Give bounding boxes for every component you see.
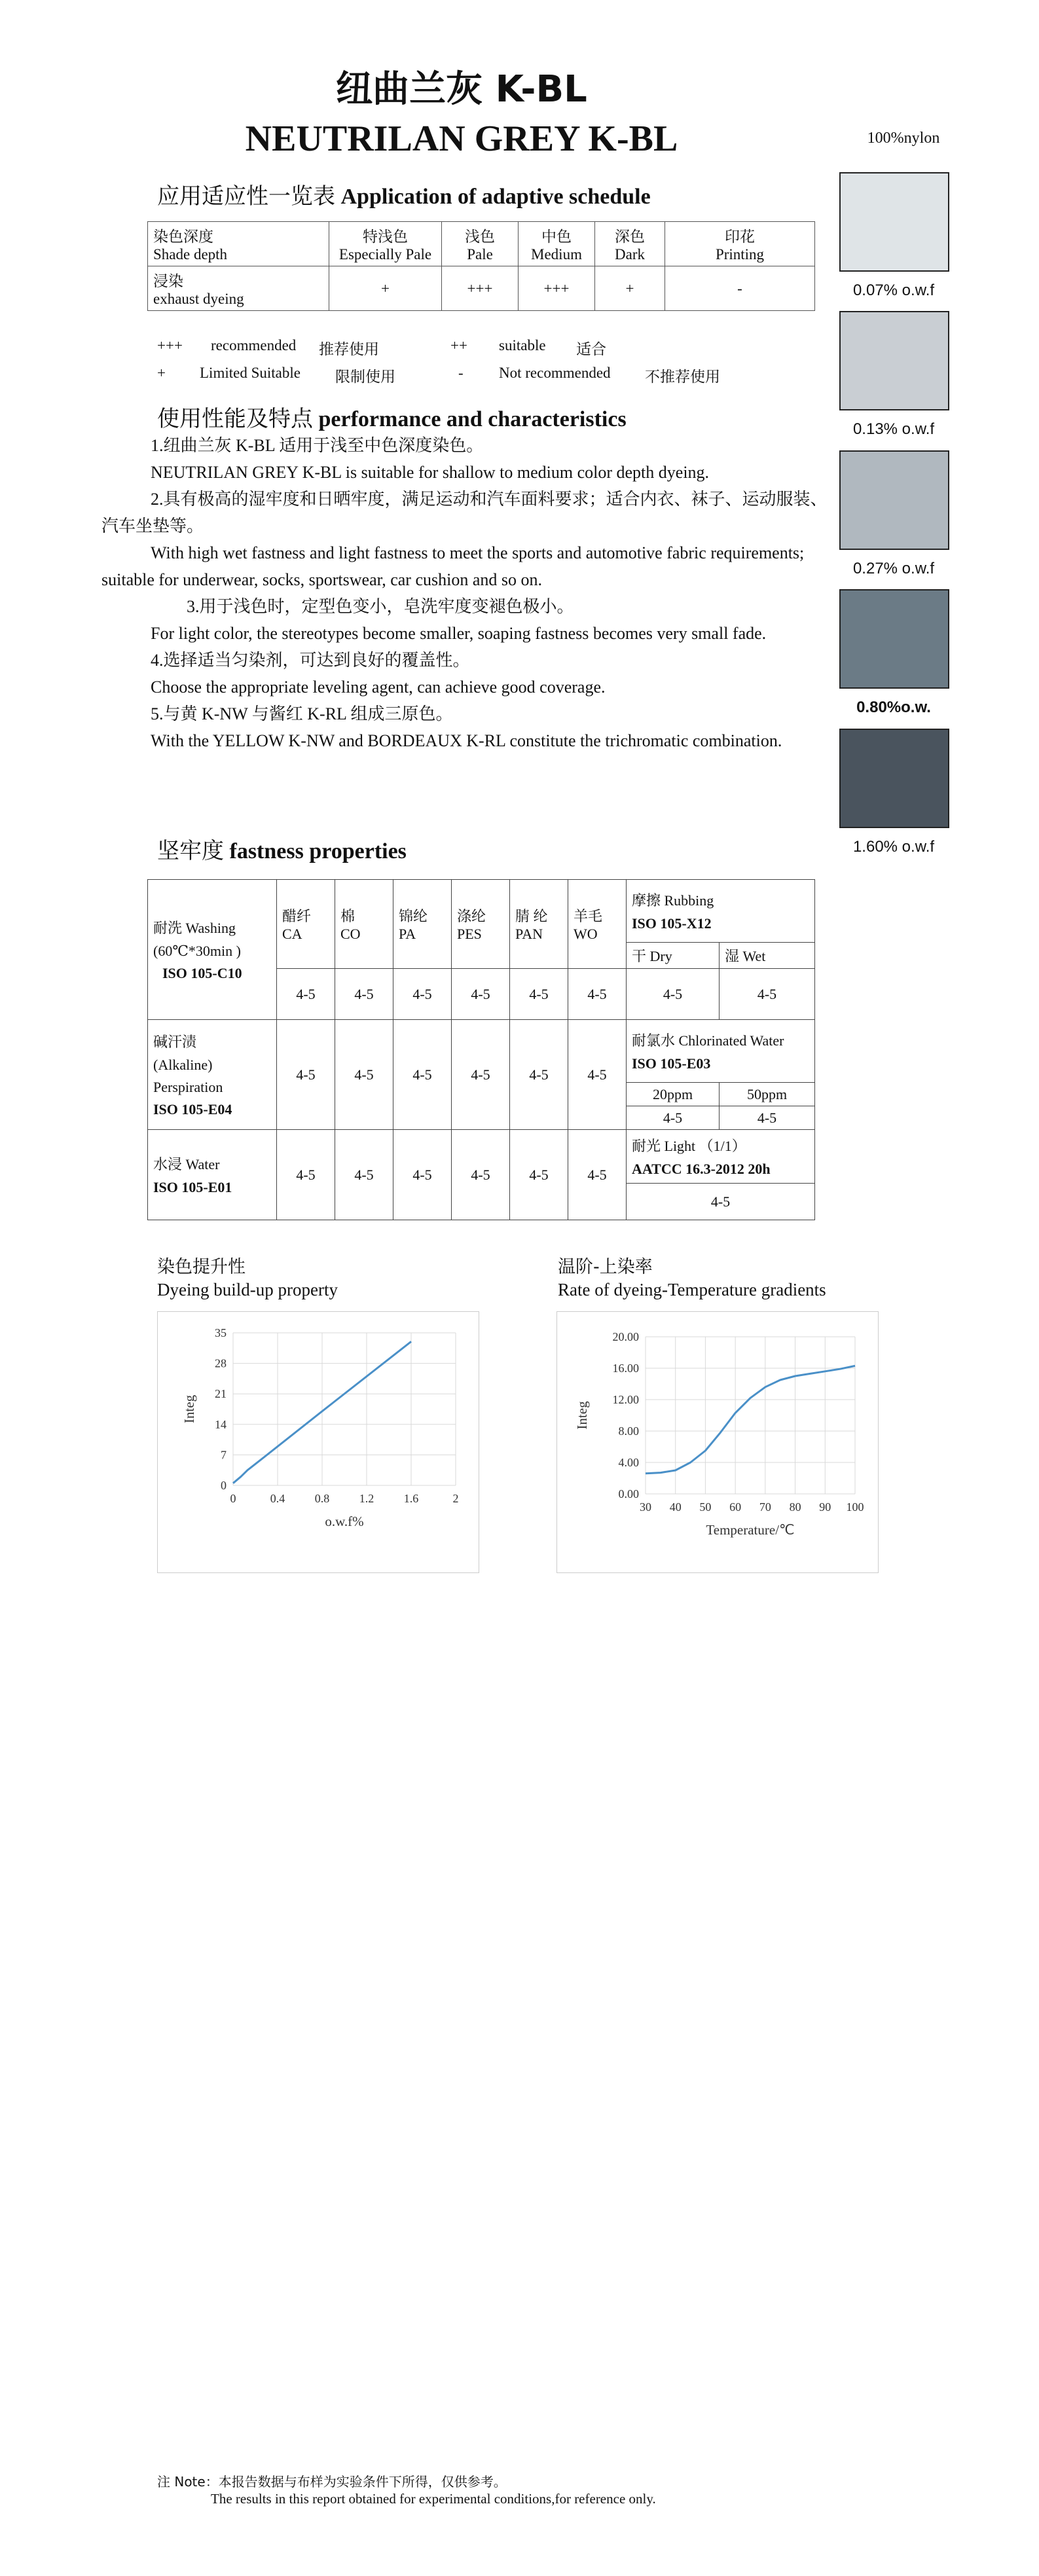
note-cn: 注 Note：本报告数据与布样为实验条件下所得，仅供参考。 (157, 2474, 507, 2490)
x-tick-label: 100 (846, 1500, 864, 1514)
x-tick-label: 1.2 (359, 1492, 374, 1505)
chlorinated-header: 耐氯水 Chlorinated Water ISO 105-E03 (627, 1020, 815, 1083)
performance-text (101, 432, 831, 754)
fiber-pes: 涤纶 PES (452, 880, 510, 969)
washing-label-cell: 耐洗 Washing (60℃*30min ) ISO 105-C10 (148, 880, 277, 1020)
fiber-ca: 醋纤 CA (277, 880, 335, 969)
para-6: For light color, the stereotypes become smaller, soaping fastness becomes very small fade. (151, 624, 767, 643)
light-header: 耐光 Light （1/1） AATCC 16.3-2012 20h (627, 1130, 815, 1184)
swatch-4 (839, 589, 949, 689)
page-title-en: NEUTRILAN GREY K-BL (245, 118, 678, 159)
x-tick-label: 0.8 (314, 1492, 330, 1505)
table-cell: 4-5 (568, 1020, 627, 1130)
fastness-heading: 坚牢度 fastness properties (157, 838, 407, 864)
y-tick-label: 35 (215, 1326, 227, 1339)
rubbing-dry-label: 干 Dry (627, 943, 720, 969)
fastness-table (147, 879, 815, 1220)
schedule-table (147, 221, 815, 311)
table-row (148, 222, 815, 266)
x-axis-label: o.w.f% (325, 1514, 364, 1529)
table-cell: 浅色 Pale (442, 222, 519, 266)
swatch-label-1: 0.07% o.w.f (852, 281, 935, 299)
y-tick-label: 16.00 (612, 1362, 639, 1375)
chart1-title-cn: 染色提升性 (157, 1257, 246, 1277)
table-cell: 特浅色 Especially Pale (329, 222, 442, 266)
para-9: 5.与黄 K-NW 与酱红 K-RL 组成三原色。 (151, 704, 453, 723)
table-cell: +++ (442, 266, 519, 311)
table-cell: 浸染 exhaust dyeing (148, 266, 329, 311)
y-tick-label: 0.00 (618, 1487, 639, 1500)
table-cell: 4-5 (277, 1020, 335, 1130)
x-tick-label: 50 (699, 1500, 712, 1514)
x-tick-label: 70 (759, 1500, 771, 1514)
para-7: 4.选择适当匀染剂，可达到良好的覆盖性。 (151, 651, 470, 670)
swatch-3 (839, 450, 949, 550)
para-8: Choose the appropriate leveling agent, can achieve good coverage. (151, 678, 606, 697)
page-title-cn: 纽曲兰灰 K-BL (336, 68, 587, 111)
x-tick-label: 40 (669, 1500, 682, 1514)
table-cell: 50ppm (720, 1083, 815, 1106)
temperature-chart (556, 1311, 879, 1573)
table-cell: 中色 Medium (519, 222, 595, 266)
x-tick-label: 2 (452, 1492, 459, 1505)
x-tick-label: 30 (640, 1500, 651, 1514)
table-cell: - (665, 266, 815, 311)
table-cell: 4-5 (452, 1130, 510, 1220)
chart1-title: Dyeing build-up property (157, 1280, 338, 1299)
para-3: 2.具有极高的湿牢度和日晒牢度，满足运动和汽车面料要求；适合内衣、袜子、运动服装、汽车坐垫等。 (101, 490, 828, 535)
table-cell: 4-5 (335, 1130, 393, 1220)
table-cell: + (595, 266, 665, 311)
water-label-cell: 水浸 Water ISO 105-E01 (148, 1130, 277, 1220)
table-cell: + (329, 266, 442, 311)
table-cell: 20ppm (627, 1083, 720, 1106)
table-cell: 4-5 (452, 969, 510, 1020)
fiber-pa: 锦纶 PA (393, 880, 452, 969)
table-cell: 4-5 (568, 969, 627, 1020)
temperature-chart-svg (557, 1312, 878, 1572)
y-tick-label: 21 (215, 1387, 227, 1401)
y-tick-label: 7 (221, 1448, 227, 1462)
table-row (148, 1020, 815, 1083)
para-4: With high wet fastness and light fastness to meet the sports and automotive fabric requirements; suitable for underwear, socks, sportswear, car cushion and so on. (101, 543, 805, 589)
swatch-2 (839, 311, 949, 410)
swatch-label-4: 0.80%o.w. (856, 698, 931, 716)
table-row (148, 880, 815, 943)
table-cell: 4-5 (510, 969, 568, 1020)
schedule-heading: 应用适应性一览表 Application of adaptive schedule (157, 183, 651, 209)
y-tick-label: 28 (215, 1356, 227, 1370)
table-cell: 4-5 (627, 1184, 815, 1220)
x-tick-label: 0.4 (270, 1492, 285, 1505)
buildup-chart (157, 1311, 479, 1573)
table-cell: 4-5 (510, 1020, 568, 1130)
table-cell: 4-5 (452, 1020, 510, 1130)
x-tick-label: 0 (230, 1492, 236, 1505)
swatch-5 (839, 729, 949, 828)
table-cell: 4-5 (720, 1106, 815, 1130)
y-tick-label: 20.00 (612, 1330, 639, 1343)
table-row (148, 266, 815, 311)
table-cell: 4-5 (277, 1130, 335, 1220)
table-cell: 4-5 (393, 1020, 452, 1130)
performance-heading: 使用性能及特点 performance and characteristics (157, 406, 627, 432)
rubbing-header: 摩擦 Rubbing ISO 105-X12 (627, 880, 815, 943)
table-cell: 染色深度 Shade depth (148, 222, 329, 266)
table-cell: 4-5 (627, 969, 720, 1020)
swatch-label-3: 0.27% o.w.f (852, 560, 935, 577)
fiber-pan: 腈 纶 PAN (510, 880, 568, 969)
table-cell: 4-5 (393, 1130, 452, 1220)
y-tick-label: 8.00 (618, 1424, 639, 1438)
x-tick-label: 80 (789, 1500, 801, 1514)
note-en: The results in this report obtained for experimental conditions,for reference only. (211, 2491, 656, 2507)
fiber-co: 棉 CO (335, 880, 393, 969)
chart2-title-cn: 温阶-上染率 (558, 1257, 653, 1277)
x-tick-label: 60 (729, 1500, 742, 1514)
table-cell: 4-5 (277, 969, 335, 1020)
y-axis-label: Integ (574, 1401, 590, 1430)
swatch-label-2: 0.13% o.w.f (852, 420, 935, 438)
x-axis-label: Temperature/℃ (706, 1522, 795, 1538)
y-tick-label: 4.00 (618, 1456, 639, 1469)
table-cell: 4-5 (393, 969, 452, 1020)
table-cell: 4-5 (627, 1106, 720, 1130)
chart2-title: Rate of dyeing-Temperature gradients (558, 1280, 826, 1299)
swatch-1 (839, 172, 949, 272)
y-tick-label: 0 (221, 1479, 227, 1492)
para-10: With the YELLOW K-NW and BORDEAUX K-RL constitute the trichromatic combination. (151, 731, 782, 750)
x-tick-label: 1.6 (403, 1492, 419, 1505)
y-tick-label: 14 (215, 1417, 227, 1431)
table-cell: 4-5 (720, 969, 815, 1020)
fiber-wo: 羊毛 WO (568, 880, 627, 969)
y-tick-label: 12.00 (612, 1393, 639, 1406)
rubbing-wet-label: 湿 Wet (720, 943, 815, 969)
table-cell: +++ (519, 266, 595, 311)
x-tick-label: 90 (819, 1500, 831, 1514)
perspiration-label-cell: 碱汗渍 (Alkaline) Perspiration ISO 105-E04 (148, 1020, 277, 1130)
table-row (148, 1130, 815, 1184)
table-cell: 4-5 (510, 1130, 568, 1220)
swatch-label-5: 1.60% o.w.f (852, 838, 935, 856)
table-cell: 深色 Dark (595, 222, 665, 266)
table-cell: 4-5 (568, 1130, 627, 1220)
table-cell: 4-5 (335, 969, 393, 1020)
buildup-chart-svg (158, 1312, 479, 1572)
swatch-header: 100%nylon (867, 130, 940, 147)
y-axis-label: Integ (181, 1394, 197, 1424)
table-cell: 印花 Printing (665, 222, 815, 266)
para-2: NEUTRILAN GREY K-BL is suitable for shallow to medium color depth dyeing. (151, 463, 710, 482)
table-cell: 4-5 (335, 1020, 393, 1130)
para-5: 3.用于浅色时，定型色变小，皂洗牢度变褪色极小。 (187, 597, 574, 616)
para-1: 1.纽曲兰灰 K-BL 适用于浅至中色深度染色。 (151, 436, 484, 455)
series-line (646, 1366, 855, 1473)
